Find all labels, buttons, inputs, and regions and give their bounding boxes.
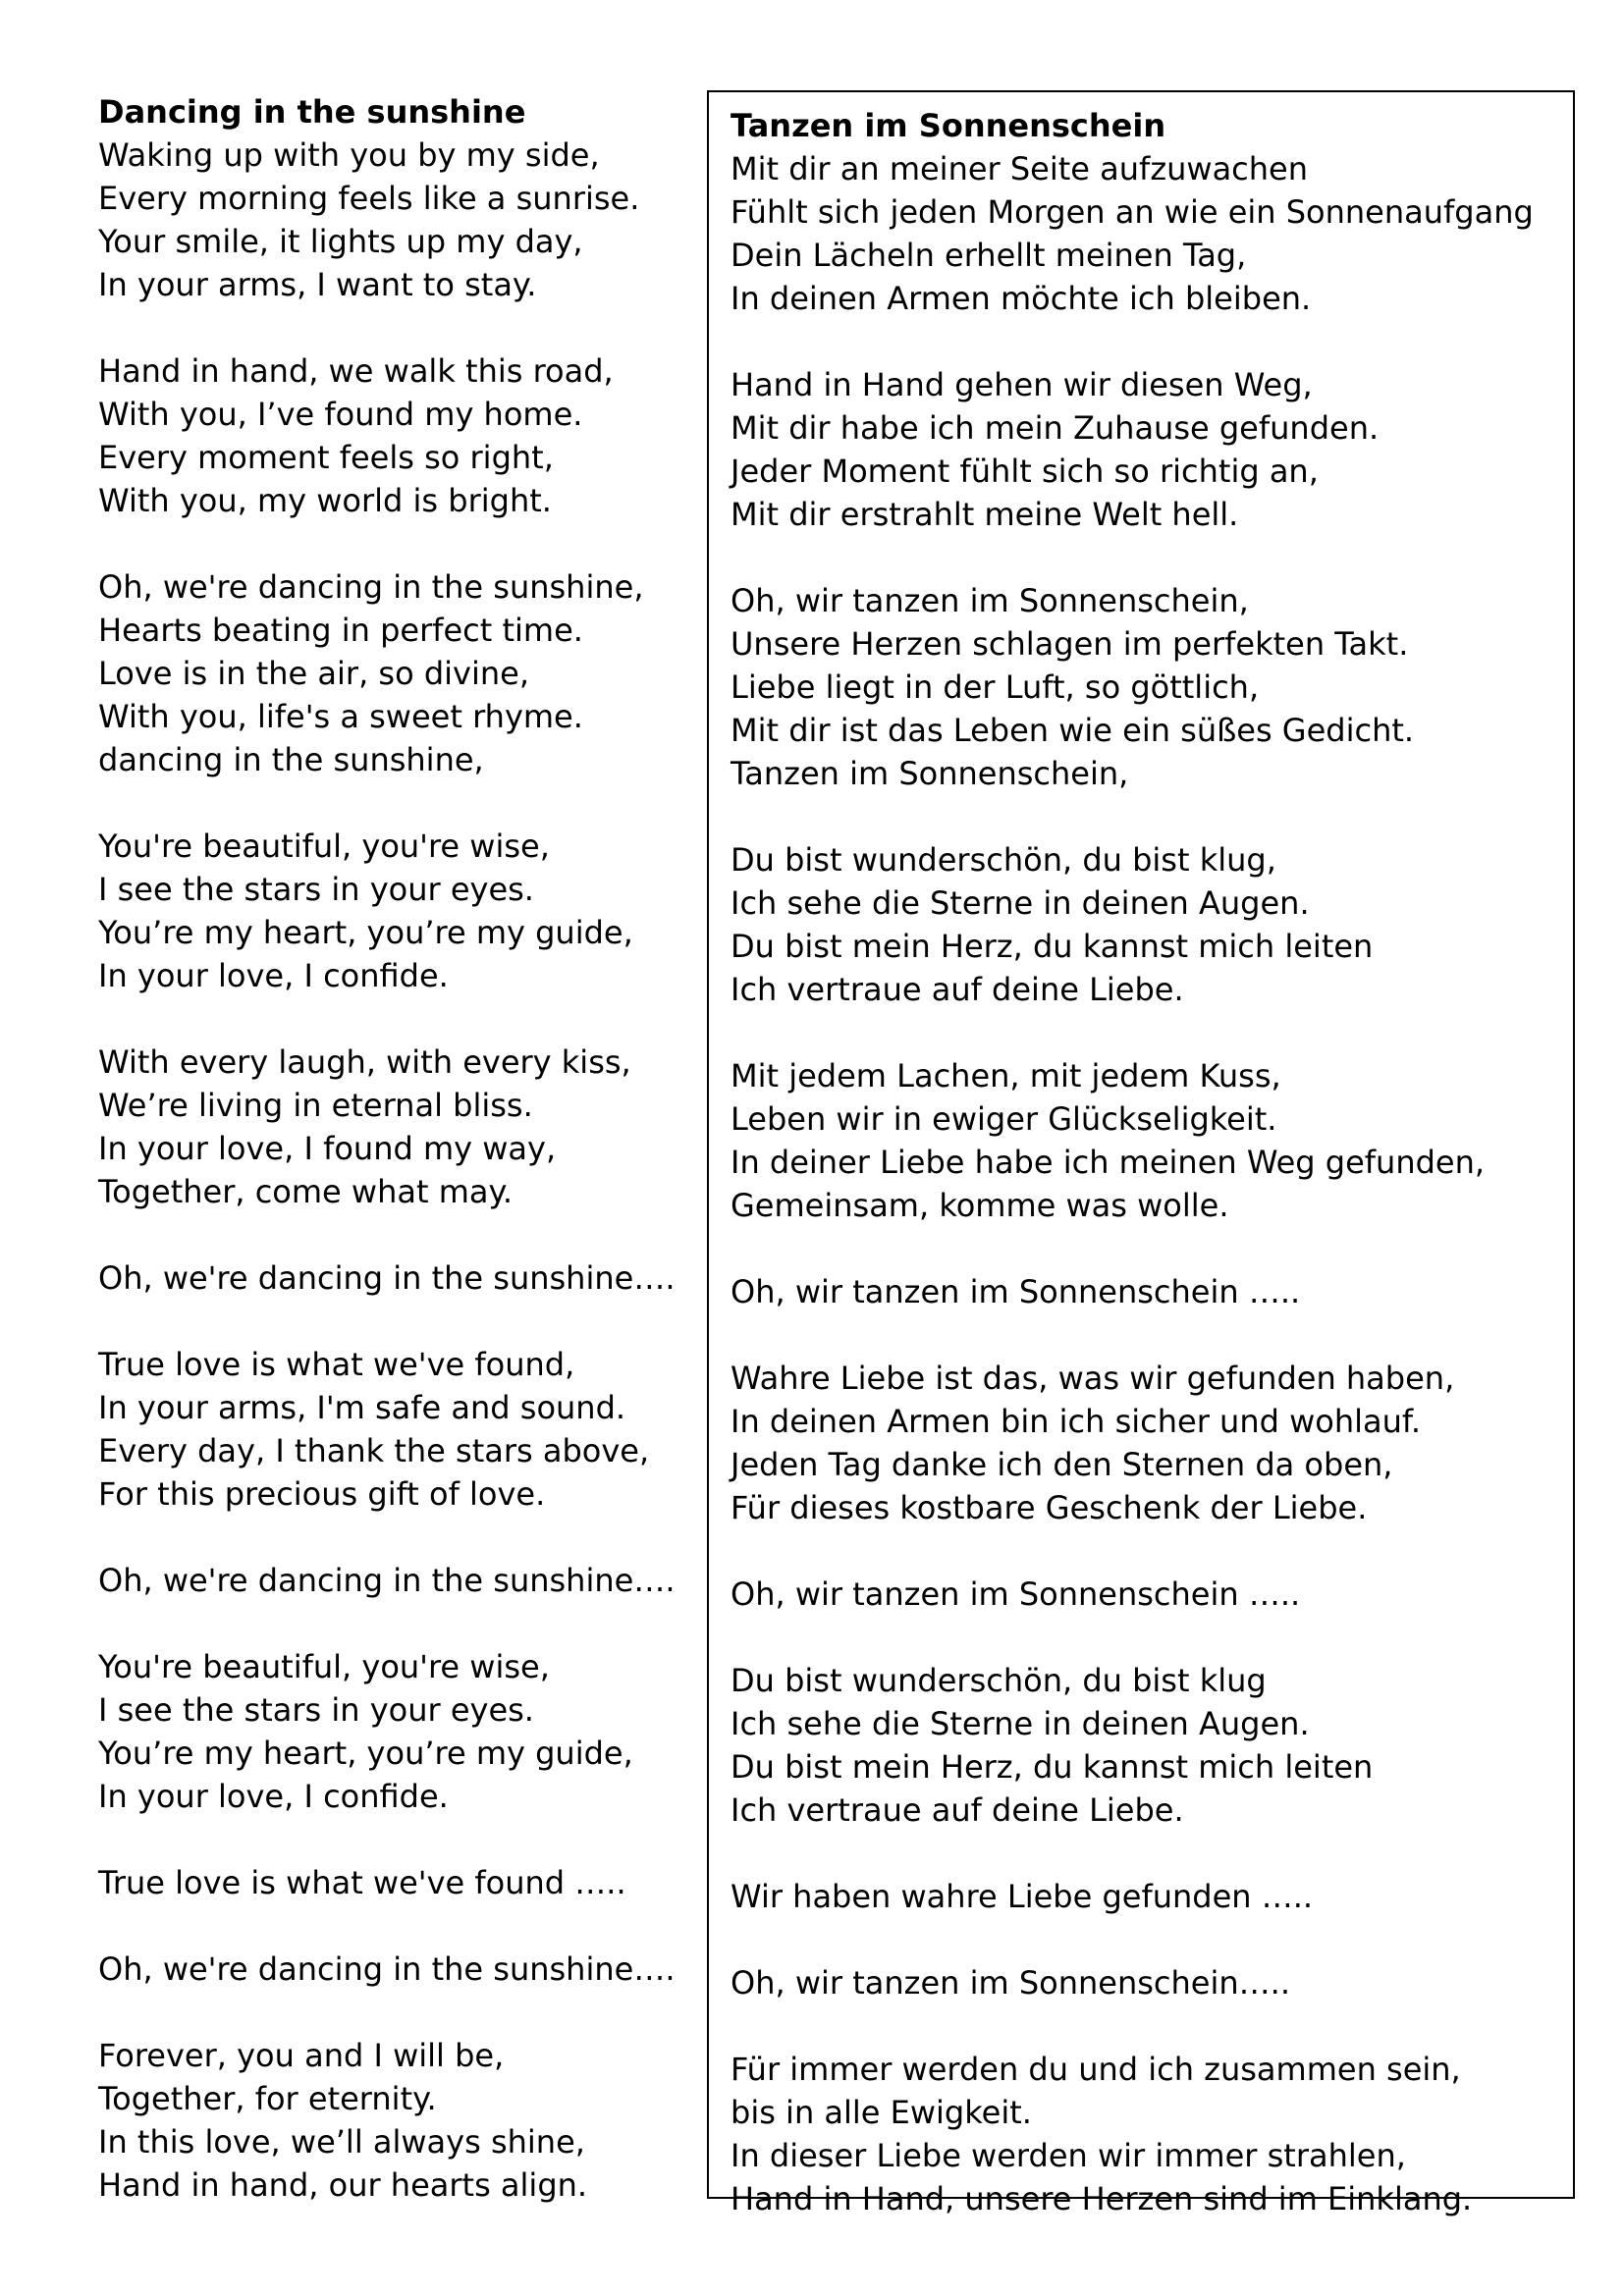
german-stanza [731, 1961, 1573, 2004]
english-lyric-line: Every moment feels so right, [98, 439, 554, 476]
german-stanza [731, 1357, 1573, 1529]
german-lyric-line: Hand in Hand, unsere Herzen sind im Einklang. [731, 2180, 1473, 2217]
english-lyric-line: dancing in the sunshine, [98, 741, 484, 778]
german-stanza [731, 1573, 1573, 1616]
english-lyric-line: Forever, you and I will be, [98, 2037, 505, 2074]
german-lyrics-box [707, 90, 1575, 2217]
english-lyric-line: For this precious gift of love. [98, 1475, 546, 1513]
german-stanza [731, 1054, 1573, 1227]
english-lyric-line: In your love, I found my way, [98, 1130, 557, 1167]
german-stanzas [731, 147, 1573, 2220]
english-lyric-line: Your smile, it lights up my day, [98, 223, 583, 260]
german-lyric-line: Ich vertraue auf deine Liebe. [731, 971, 1184, 1008]
english-lyric-line: I see the stars in your eyes. [98, 1691, 534, 1729]
german-stanza [731, 1659, 1573, 1832]
english-stanza [98, 349, 687, 522]
german-stanza [731, 579, 1573, 795]
german-stanza [731, 363, 1573, 536]
english-stanza [98, 1559, 687, 1602]
english-stanza [98, 2034, 687, 2207]
german-stanza [731, 1875, 1573, 1918]
german-lyric-line: In deiner Liebe habe ich meinen Weg gefunden, [731, 1144, 1486, 1181]
german-lyric-line: Du bist wunderschön, du bist klug [731, 1662, 1267, 1699]
german-lyric-line: Mit dir an meiner Seite aufzuwachen [731, 150, 1309, 187]
english-stanzas [98, 133, 687, 2207]
english-stanza [98, 1256, 687, 1300]
german-stanza [731, 1270, 1573, 1313]
german-lyric-line: Mit dir erstrahlt meine Welt hell. [731, 496, 1239, 533]
german-lyric-line: Unsere Herzen schlagen im perfekten Takt. [731, 625, 1409, 663]
english-lyric-line: You’re my heart, you’re my guide, [98, 1735, 633, 1772]
english-stanza [98, 1041, 687, 1213]
english-lyric-line: Together, come what may. [98, 1173, 514, 1210]
english-lyric-line: Hand in hand, our hearts align. [98, 2166, 588, 2204]
german-stanza [731, 2048, 1573, 2220]
english-lyric-line: You're beautiful, you're wise, [98, 828, 550, 865]
german-lyric-line: Fühlt sich jeden Morgen an wie ein Sonnenaufgang [731, 193, 1534, 231]
english-lyric-line: You’re my heart, you’re my guide, [98, 914, 633, 951]
english-lyric-line: Oh, we're dancing in the sunshine…. [98, 1259, 676, 1297]
english-lyric-line: With you, I’ve found my home. [98, 396, 583, 433]
english-lyric-line: Together, for eternity. [98, 2080, 437, 2117]
english-lyric-line: In your love, I confide. [98, 1778, 449, 1815]
english-lyric-line: Love is in the air, so divine, [98, 655, 529, 692]
english-lyric-line: In this love, we’ll always shine, [98, 2123, 585, 2161]
german-lyric-line: Oh, wir tanzen im Sonnenschein ….. [731, 1273, 1301, 1310]
german-stanza [731, 838, 1573, 1011]
english-lyric-line: In your love, I confide. [98, 957, 449, 994]
english-stanza [98, 1861, 687, 1904]
english-lyric-line: Waking up with you by my side, [98, 136, 600, 174]
english-lyric-line: Hearts beating in perfect time. [98, 612, 583, 649]
german-lyric-line: Gemeinsam, komme was wolle. [731, 1187, 1229, 1224]
german-lyric-line: Für immer werden du und ich zusammen sein, [731, 2051, 1461, 2088]
german-lyric-line: Leben wir in ewiger Glückseligkeit. [731, 1100, 1277, 1138]
english-lyric-line: I see the stars in your eyes. [98, 871, 534, 908]
english-lyrics-column [98, 90, 687, 2250]
english-lyric-line: With you, life's a sweet rhyme. [98, 698, 583, 735]
english-lyric-line: True love is what we've found, [98, 1346, 575, 1383]
german-lyric-line: Liebe liegt in der Luft, so göttlich, [731, 668, 1260, 706]
german-lyric-line: Du bist mein Herz, du kannst mich leiten [731, 1748, 1374, 1786]
english-stanza [98, 825, 687, 997]
english-stanza [98, 1948, 687, 1991]
german-lyric-line: Tanzen im Sonnenschein, [731, 755, 1129, 792]
english-lyric-line: Every morning feels like a sunrise. [98, 180, 640, 217]
german-title: Tanzen im Sonnenschein [731, 107, 1166, 144]
german-lyric-line: Oh, wir tanzen im Sonnenschein ….. [731, 1575, 1301, 1613]
english-stanza [98, 565, 687, 781]
german-lyric-line: Ich sehe die Sterne in deinen Augen. [731, 884, 1310, 922]
german-lyric-line: Wahre Liebe ist das, was wir gefunden haben, [731, 1360, 1455, 1397]
english-lyric-line: Oh, we're dancing in the sunshine…. [98, 1950, 676, 1988]
german-lyric-line: Mit dir habe ich mein Zuhause gefunden. [731, 409, 1380, 447]
english-lyric-line: In your arms, I want to stay. [98, 266, 537, 303]
german-lyric-line: In deinen Armen möchte ich bleiben. [731, 280, 1312, 317]
german-lyric-line: Für dieses kostbare Geschenk der Liebe. [731, 1489, 1368, 1526]
english-lyric-line: With you, my world is bright. [98, 482, 552, 519]
english-lyric-line: True love is what we've found ….. [98, 1864, 626, 1901]
german-lyric-line: Oh, wir tanzen im Sonnenschein….. [731, 1964, 1290, 2002]
german-lyric-line: Hand in Hand gehen wir diesen Weg, [731, 366, 1313, 403]
english-stanza [98, 133, 687, 306]
german-lyric-line: Mit jedem Lachen, mit jedem Kuss, [731, 1057, 1281, 1095]
english-stanza [98, 1343, 687, 1516]
german-lyric-line: Oh, wir tanzen im Sonnenschein, [731, 582, 1249, 619]
german-lyric-line: Jeden Tag danke ich den Sternen da oben, [731, 1446, 1393, 1483]
german-lyric-line: Wir haben wahre Liebe gefunden ….. [731, 1878, 1314, 1915]
german-lyric-line: Jeder Moment fühlt sich so richtig an, [731, 453, 1319, 490]
german-lyric-line: In deinen Armen bin ich sicher und wohlauf. [731, 1403, 1422, 1440]
english-lyric-line: Every day, I thank the stars above, [98, 1432, 650, 1469]
german-lyric-line: Ich sehe die Sterne in deinen Augen. [731, 1705, 1310, 1742]
english-title: Dancing in the sunshine [98, 93, 526, 131]
german-lyric-line: bis in alle Ewigkeit. [731, 2094, 1032, 2131]
english-lyric-line: In your arms, I'm safe and sound. [98, 1389, 626, 1426]
german-stanza [731, 147, 1573, 320]
german-lyric-line: Dein Lächeln erhellt meinen Tag, [731, 237, 1247, 274]
english-lyric-line: You're beautiful, you're wise, [98, 1648, 550, 1685]
german-lyric-line: Du bist mein Herz, du kannst mich leiten [731, 928, 1374, 965]
english-lyric-line: Hand in hand, we walk this road, [98, 352, 614, 390]
english-lyric-line: We’re living in eternal bliss. [98, 1087, 533, 1124]
german-lyric-line: Du bist wunderschön, du bist klug, [731, 841, 1276, 879]
german-lyric-line: Mit dir ist das Leben wie ein süßes Gedicht. [731, 712, 1415, 749]
english-lyric-line: Oh, we're dancing in the sunshine, [98, 568, 644, 606]
english-lyric-line: With every laugh, with every kiss, [98, 1043, 631, 1081]
english-stanza [98, 1645, 687, 1818]
german-lyric-line: In dieser Liebe werden wir immer strahlen, [731, 2137, 1406, 2174]
english-lyric-line: Oh, we're dancing in the sunshine…. [98, 1562, 676, 1599]
german-lyric-line: Ich vertraue auf deine Liebe. [731, 1791, 1184, 1829]
